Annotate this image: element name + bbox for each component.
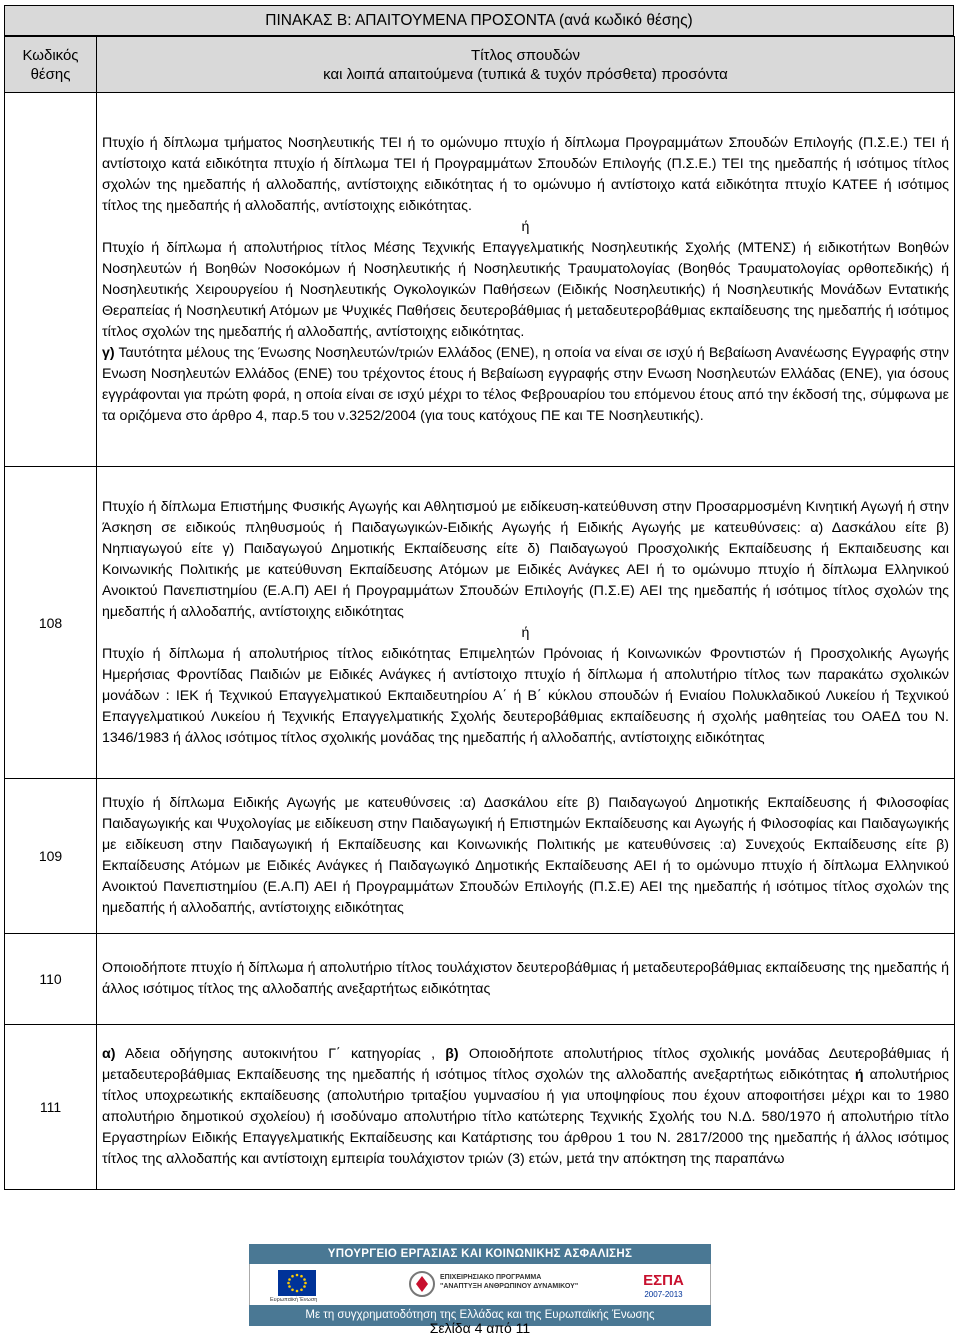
row-code [5, 93, 97, 467]
table-row [5, 93, 955, 467]
row-code: 108 [5, 467, 97, 779]
row-description [97, 779, 955, 934]
item-text: Αδεια οδήγησης αυτοκινήτου Γ΄ κατηγορίας , [115, 1046, 446, 1062]
item-label: γ) [102, 344, 115, 361]
row-code: 110 [5, 934, 97, 1025]
cofunding-band: Με τη συγχρηματοδότηση της Ελλάδας και της Ευρωπαϊκής Ένωσης [249, 1305, 711, 1326]
program-logo-icon [408, 1269, 436, 1299]
funding-banner [249, 1244, 711, 1329]
espa-logo-icon [636, 1268, 691, 1302]
header-title-line2: και λοιπά απαιτούμενα (τυπικά & τυχόν πρόσθετα) προσόντα [323, 65, 728, 83]
table-header-row [5, 37, 955, 93]
requirements-table [4, 36, 955, 1190]
table-row [5, 934, 955, 1025]
ministry-band: ΥΠΟΥΡΓΕΙΟ ΕΡΓΑΣΙΑΣ ΚΑΙ ΚΟΙΝΩΝΙΚΗΣ ΑΣΦΑΛΙΣΗΣ [249, 1244, 711, 1264]
row-description [97, 467, 955, 779]
eu-caption: Ευρωπαϊκή Ένωση [270, 1297, 318, 1303]
row-paragraph [102, 1044, 949, 1170]
row-description [97, 934, 955, 1025]
header-code: Κωδικός θέσης [5, 37, 97, 93]
row-description [97, 93, 955, 467]
table-row [5, 779, 955, 934]
row-paragraph: Πτυχίο ή δίπλωμα ή απολυτήριος τίτλος Μέσης Τεχνικής Επαγγελματικής Νοσηλευτικής Σχολής (ΜΤΕΝΣ) ή ειδικοτήτων Βοηθών Νοσηλευτών ή Βοηθών Νοσοκόμων ή Νοσηλευτικής ή Νοσηλευτικής Τραυματολογίας (Βοηθός Τραυματολογίας ορθοπεδικής) ή Νοσηλευτικής Χειρουργείου ή Νοσηλευτικής Ογκολογικών Παθήσεων (Ειδικής Νοσηλευτικής) ή Νοσηλευτικής Μονάδων Εντατικής Θεραπείας ή Νοσηλευτική Ατόμων με Ψυχικές Παθήσεις δευτεροβάθμιας ή μεταδευτεροβάθμιας εκπαίδευσης της ημεδαπής ή ισότιμος τίτλος σχολών της ημεδαπής ή αλλοδαπής, αντίστοιχης ειδικότητας. [102, 239, 949, 340]
row-paragraph: Πτυχίο ή δίπλωμα τμήματος Νοσηλευτικής ΤΕΙ ή το ομώνυμο πτυχίο ή δίπλωμα Προγραμμάτων Σπουδών Επιλογής (Π.Σ.Ε.) ΤΕΙ ή αντίστοιχο κατά ειδικότητα πτυχίο ή δίπλωμα ΤΕΙ ή Προγραμμάτων Σπουδών Επιλογής (Π.Σ.Ε.) ΤΕΙ της ημεδαπής ή ισότιμος τίτλος σχολών της ημεδαπής ή αλλοδαπής, αντίστοιχης ειδικότητας ή το ομώνυμο ή αντίστοιχο κατά ειδικότητα πτυχίο ΚΑΤΕΕ ή ισότιμος τίτλος της ημεδαπής ή αλλοδαπής, αντίστοιχης ειδικότητας. [102, 134, 949, 214]
page-title-text: ΠΙΝΑΚΑΣ Β: ΑΠΑΙΤΟΥΜΕΝΑ ΠΡΟΣΟΝΤΑ (ανά κωδικό θέσης) [265, 11, 693, 29]
item-text: απολυτήριος τίτλος υποχρεωτικής εκπαίδευσης (απολυτήριο τριταξίου γυμνασίου ή για υποψηφίους που έχουν αποφοιτήσει μέχρι και το 1980 απολυτήριο δημοτικού σχολείου) ή ισοδύναμο απολυτήριο τίτλο κατώτερης Τεχνικής Σχολής του Ν.Δ. 580/1970 ή απολυτήριο τίτλο Εργαστηρίων Ειδικής Επαγγελματικής Εκπαίδευσης και Κατάρτισης του άρθρου 1 του Ν. 2817/2000 της ημεδαπής ή άλλος ισότιμος τίτλος της αλλοδαπής και αντίστοιχη εμπειρία τουλάχιστον τριών (3) ετών, μετά την απόκτηση της παραπάνω [102, 1067, 949, 1167]
logos-strip [249, 1264, 711, 1305]
row-paragraph: Οποιοδήποτε πτυχίο ή δίπλωμα ή απολυτήριο τίτλος τουλάχιστον δευτεροβάθμιας ή μεταδευτεροβάθμιας εκπαίδευσης της ημεδαπής ή άλλος ισότιμος τίτλος της αλλοδαπής ανεξαρτήτως ειδικότητας [102, 960, 949, 997]
item-text: Οποιοδήποτε απολυτήριος τίτλος σχολικής μονάδας Δευτεροβάθμιας ή μεταδευτεροβάθμιας Εκπαίδευσης της ημεδαπής ή ισότιμος τίτλος σχολών της αλλοδαπής ανεξαρτήτως ειδικότητας [102, 1046, 949, 1083]
espa-text: ΕΣΠΑ [643, 1272, 684, 1289]
row-description [97, 1025, 955, 1190]
item-label: α) [102, 1046, 116, 1062]
item-text: Ταυτότητα μέλους της Ένωσης Νοσηλευτών/τριών Ελλάδος (ΕΝΕ), η οποία να είναι σε ισχύ ή Βεβαίωση Ανανέωσης Εγγραφής στην Ενωση Νοσηλευτών Ελλάδος (ΕΝΕ) του τρέχοντος έτους ή Βεβαίωση εγγραφής στην Ενωση Νοσηλευτών Ελλάδας (ΕΝΕ), για όσους εγγράφονται για πρώτη φορά, η οποία είναι σε ισχύ μέχρι το τέλος Φεβρουαρίου του επόμενου έτους από την έκδοσή της, σύμφωνα με τα οριζόμενα στο άρθρο 4, παρ.5 του ν.3252/2004 (για τους κατόχους ΠΕ και ΤΕ Νοσηλευτικής). [102, 344, 949, 424]
table-row [5, 467, 955, 779]
row-paragraph: Πτυχίο ή δίπλωμα Ειδικής Αγωγής με κατευθύνσεις :α) Δασκάλου είτε β) Παιδαγωγού Δημοτικής Εκπαίδευσης ή Φιλοσοφίας Παιδαγωγικής και Ψυχολογίας με ειδίκευση στην Παιδαγωγική ή Επιστημών Εκπαίδευσης και Αγωγής ή Φιλοσοφίας και Παιδαγωγικής με ειδίκευση στην Παιδαγωγική ή Εκπαίδευσης και Κοινωνικής Πολιτικής με κατευθύνσεις :α) Συνεχούς Εκπαίδευσης είτε β) Εκπαίδευσης Ατόμων με Ειδικές Ανάγκες ή Παιδαγωγικό Δημοτικής Εκπαίδευσης ΑΕΙ ή το ομώνυμο πτυχίο ή δίπλωμα Ελληνικού Ανοικτού Πανεπιστημίου (Ε.Α.Π) ΑΕΙ ή Προγραμμάτων Σπουδών Επιλογής (Π.Σ.Ε) ΑΕΙ της ημεδαπής ή ισότιμος τίτλος σχολών της ημεδαπής ή αλλοδαπής, αντίστοιχης ειδικότητας [102, 795, 949, 916]
program-name [440, 1273, 578, 1291]
espa-years: 2007-2013 [644, 1290, 683, 1299]
row-code: 111 [5, 1025, 97, 1190]
row-code: 109 [5, 779, 97, 934]
row-paragraph: Πτυχίο ή δίπλωμα Επιστήμης Φυσικής Αγωγής και Αθλητισμού με ειδίκευση-κατεύθυνση στην Προσαρμοσμένη Κινητική Αγωγή ή στην Άσκηση σε ειδικούς πληθυσμούς ή Παιδαγωγικών-Ειδικής Αγωγής ή Ειδικής Αγωγής με κατευθύνσεις: α) Δασκάλου είτε β) Νηπιαγωγού είτε γ) Παιδαγωγού Δημοτικής Εκπαίδευσης είτε δ) Παιδαγωγού Προσχολικής Εκπαίδευσης ή Εκπαιδευσης και Κοινωνικής Πολιτικής με κατεύθυνση Εκπαίδευσης Ατόμων με Ειδικές Ανάγκες ΑΕΙ ή το ομώνυμο πτυχίο ή δίπλωμα Ελληνικού Ανοικτού Πανεπιστημίου (Ε.Α.Π) ΑΕΙ ή Προγραμμάτων Σπουδών Επιλογής (Π.Σ.Ε) ΑΕΙ της ημεδαπής ή ισότιμος τίτλος σχολών της ημεδαπής ή αλλοδαπής, αντίστοιχης ειδικότητας [102, 498, 949, 620]
eu-flag-icon [278, 1270, 316, 1296]
program-line2: "ΑΝΑΠΤΥΞΗ ΑΝΘΡΩΠΙΝΟΥ ΔΥΝΑΜΙΚΟΥ" [440, 1283, 579, 1290]
page-title [4, 5, 954, 36]
item-label: β) [445, 1046, 459, 1062]
or-bold: ή [854, 1067, 864, 1083]
page-number: Σελίδα 4 από 11 [429, 1320, 531, 1336]
program-line1: ΕΠΙΧΕΙΡΗΣΙΑΚΟ ΠΡΟΓΡΑΜΜΑ [440, 1274, 542, 1281]
row-or: ή [521, 218, 530, 235]
row-paragraph [102, 343, 949, 427]
row-or: ή [521, 624, 530, 641]
header-title [97, 37, 955, 93]
header-title-line1: Τίτλος σπουδών [471, 46, 580, 64]
table-row [5, 1025, 955, 1190]
row-paragraph: Πτυχίο ή δίπλωμα ή απολυτήριος τίτλος ειδικότητας Επιμελητών Πρόνοιας ή Κοινωνικών Φροντιστών ή Προσχολικής Αγωγής Ημερήσιας Φροντίδας Παιδιών με Ειδικές Ανάγκες ή αντίστοιχο πτυχίο ή δίπλωμα ή απολυτήριο τίτλος των παρακάτω σχολικών μονάδων : ΙΕΚ ή Τεχνικού Επαγγελματικού Εκπαιδευτηρίου Α΄ ή Β΄ κύκλου σπουδών ή Ενιαίου Πολυκλαδικού Λυκείου ή Τεχνικού Επαγγελματικού Λυκείου ή Τεχνικής Επαγγελματικής Σχολής δευτεροβάθμιας εκπαίδευσης ή σχολής μαθητείας του ΟΑΕΔ του Ν. 1346/1983 ή άλλος ισότιμος τίτλος σχολικής μονάδας της ημεδαπής ή αλλοδαπής, αντίστοιχης ειδικότητας [102, 645, 949, 746]
